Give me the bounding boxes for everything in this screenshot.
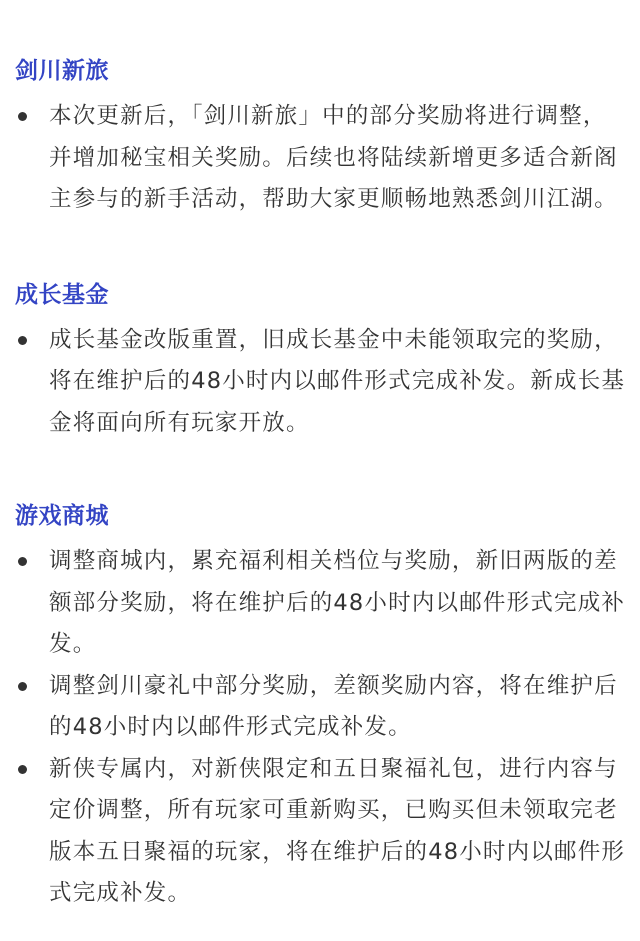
section-youxi-shangcheng — [15, 444, 626, 915]
list-item — [15, 749, 626, 915]
list-item — [15, 666, 626, 749]
list-item-text: 新侠专属内，对新侠限定和五日聚福礼包，进行内容与定价调整，所有玩家可重新购买，已购买但未领取完老版本五日聚福的玩家，将在维护后的48小时内以邮件形式完成补发。 — [49, 755, 626, 906]
section-chengzhang-jijin — [15, 221, 626, 445]
list-item-text: 本次更新后，「剑川新旅」中的部分奖励将进行调整，并增加秘宝相关奖励。后续也将陆续新增更多适合新阁主参与的新手活动，帮助大家更顺畅地熟悉剑川江湖。 — [49, 103, 618, 212]
bullet-icon — [18, 682, 27, 691]
section-title: 成长基金 — [15, 281, 109, 308]
bullet-icon — [18, 765, 27, 774]
section-title: 游戏商城 — [15, 503, 109, 529]
section-title: 剑川新旅 — [15, 58, 109, 84]
bullet-icon — [18, 336, 27, 345]
bullet-icon — [18, 557, 27, 566]
list-item — [15, 320, 626, 445]
list-item-text: 成长基金改版重置，旧成长基金中未能领取完的奖励，将在维护后的48小时内以邮件形式完成补发。新成长基金将面向所有玩家开放。 — [49, 326, 626, 436]
list-item — [15, 541, 626, 666]
list-item — [15, 96, 626, 221]
list-item-text: 调整商城内，累充福利相关档位与奖励，新旧两版的差额部分奖励，将在维护后的48小时内以邮件形式完成补发。 — [49, 548, 626, 657]
bullet-icon — [18, 112, 27, 121]
bullet-list — [15, 541, 626, 915]
section-jianchuan-xinlv — [15, 0, 626, 221]
list-item-text: 调整剑川豪礼中部分奖励，差额奖励内容，将在维护后的48小时内以邮件形式完成补发。 — [49, 672, 618, 740]
bullet-list — [15, 320, 626, 445]
bullet-list — [15, 96, 626, 221]
